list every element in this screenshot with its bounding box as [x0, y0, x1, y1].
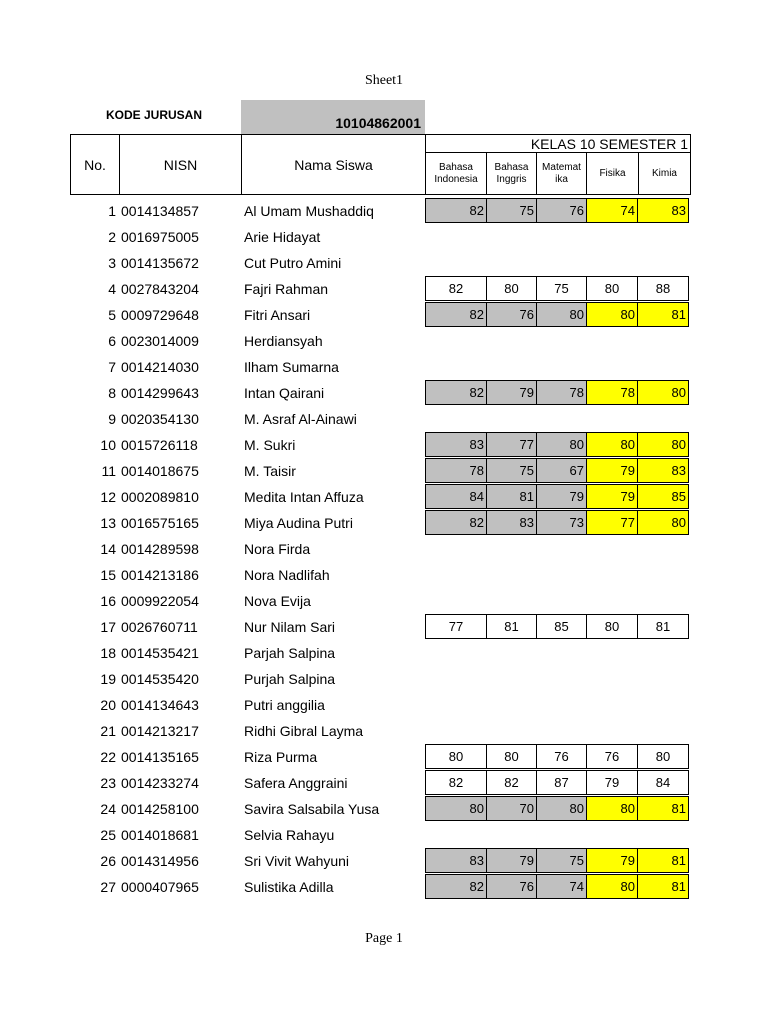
cell-no: 15 [100, 567, 116, 583]
cell-nisn: 0002089810 [121, 489, 199, 505]
score-cell[interactable]: 80 [586, 874, 638, 899]
cell-nisn: 0015726118 [121, 437, 198, 453]
cell-nama-siswa: Herdiansyah [244, 333, 323, 349]
score-group [425, 510, 690, 536]
score-group [425, 276, 690, 302]
score-cell[interactable]: 70 [486, 796, 537, 821]
cell-nisn: 0014018681 [121, 827, 199, 843]
cell-no: 8 [108, 385, 116, 401]
score-cell[interactable]: 83 [637, 458, 689, 483]
score-cell[interactable]: 79 [486, 848, 537, 873]
cell-nisn: 0014134643 [121, 697, 199, 713]
score-cell[interactable]: 80 [486, 744, 537, 769]
score-cell[interactable]: 76 [536, 198, 587, 223]
kode-jurusan-value: 10104862001 [335, 115, 421, 131]
score-cell[interactable]: 82 [425, 198, 487, 223]
score-cell[interactable]: 74 [536, 874, 587, 899]
score-cell[interactable]: 79 [586, 848, 638, 873]
score-cell[interactable]: 74 [586, 198, 638, 223]
table-row [0, 198, 768, 224]
score-cell[interactable]: 80 [536, 302, 587, 327]
header-nama-siswa: Nama Siswa [241, 134, 426, 195]
cell-nama-siswa: Sri Vivit Wahyuni [244, 853, 350, 869]
score-cell[interactable]: 81 [637, 302, 689, 327]
cell-nama-siswa: Fajri Rahman [244, 281, 329, 297]
score-cell[interactable]: 81 [637, 796, 689, 821]
cell-nisn: 0009729648 [121, 307, 199, 323]
table-row [0, 380, 768, 406]
score-cell[interactable]: 83 [425, 848, 487, 873]
score-group [425, 484, 690, 510]
score-cell[interactable]: 80 [536, 796, 587, 821]
cell-no: 2 [108, 229, 116, 245]
table-row [0, 458, 768, 484]
page-footer: Page 1 [365, 931, 403, 946]
table-row [0, 588, 768, 614]
kode-jurusan-value-cell[interactable] [241, 100, 425, 134]
cell-no: 11 [101, 463, 116, 479]
cell-nama-siswa: Nora Firda [244, 541, 311, 557]
table-row [0, 744, 768, 770]
score-cell[interactable]: 84 [425, 484, 487, 509]
score-cell[interactable]: 83 [637, 198, 689, 223]
score-cell[interactable]: 81 [486, 614, 537, 639]
score-cell[interactable]: 79 [586, 770, 638, 795]
score-cell[interactable]: 87 [536, 770, 587, 795]
cell-nama-siswa: Ilham Sumarna [244, 359, 339, 375]
score-cell[interactable]: 79 [486, 380, 537, 405]
score-group [425, 380, 690, 406]
score-cell[interactable]: 80 [486, 276, 537, 301]
cell-nisn: 0014018675 [121, 463, 199, 479]
cell-no: 14 [100, 541, 116, 557]
score-cell[interactable]: 80 [425, 744, 487, 769]
cell-nisn: 0014314956 [121, 853, 199, 869]
table-row [0, 614, 768, 640]
score-group [425, 458, 690, 484]
cell-nama-siswa: Sulistika Adilla [244, 879, 334, 895]
score-cell[interactable]: 79 [536, 484, 587, 509]
score-group [425, 744, 690, 770]
cell-no: 20 [100, 697, 116, 713]
table-row [0, 536, 768, 562]
score-group [425, 796, 690, 822]
score-group [425, 770, 690, 796]
score-cell[interactable]: 79 [586, 484, 638, 509]
score-cell[interactable]: 67 [536, 458, 587, 483]
cell-nama-siswa: Cut Putro Amini [244, 255, 342, 271]
cell-nisn: 0000407965 [121, 879, 199, 895]
score-cell[interactable]: 81 [637, 614, 689, 639]
header-no: No. [70, 134, 120, 195]
cell-no: 18 [100, 645, 116, 661]
score-cell[interactable]: 81 [637, 848, 689, 873]
cell-nama-siswa: Purjah Salpina [244, 671, 336, 687]
table-row [0, 718, 768, 744]
cell-nisn: 0014135672 [121, 255, 199, 271]
score-cell[interactable]: 77 [486, 432, 537, 457]
cell-no: 1 [108, 203, 116, 219]
score-cell[interactable]: 83 [486, 510, 537, 535]
cell-nisn: 0014214030 [121, 359, 199, 375]
table-row [0, 692, 768, 718]
table-row [0, 250, 768, 276]
table-row [0, 822, 768, 848]
score-cell[interactable]: 80 [586, 276, 638, 301]
cell-nama-siswa: M. Sukri [244, 437, 296, 453]
table-row [0, 666, 768, 692]
cell-no: 19 [100, 671, 116, 687]
cell-nama-siswa: Miya Audina Putri [244, 515, 353, 531]
cell-nama-siswa: Ridhi Gibral Layma [244, 723, 364, 739]
score-cell[interactable]: 75 [536, 276, 587, 301]
table-row [0, 640, 768, 666]
score-cell[interactable]: 76 [486, 874, 537, 899]
cell-nama-siswa: Parjah Salpina [244, 645, 336, 661]
score-cell[interactable]: 82 [425, 874, 487, 899]
table-row [0, 796, 768, 822]
header-subject-bahasa-inggris: Bahasa Inggris [486, 152, 537, 195]
cell-nisn: 0020354130 [121, 411, 199, 427]
cell-no: 22 [100, 749, 116, 765]
score-cell[interactable]: 80 [586, 614, 638, 639]
cell-nama-siswa: Al Umam Mushaddiq [244, 203, 374, 219]
score-cell[interactable]: 80 [536, 432, 587, 457]
score-cell[interactable]: 76 [536, 744, 587, 769]
score-cell[interactable]: 80 [425, 796, 487, 821]
cell-nama-siswa: M. Asraf Al-Ainawi [244, 411, 357, 427]
cell-nama-siswa: Arie Hidayat [244, 229, 321, 245]
score-group [425, 302, 690, 328]
table-row [0, 562, 768, 588]
cell-nama-siswa: Medita Intan Affuza [244, 489, 364, 505]
cell-nisn: 0016975005 [121, 229, 199, 245]
score-cell[interactable]: 77 [425, 614, 487, 639]
score-group [425, 432, 690, 458]
header-subject-kimia: Kimia [638, 152, 691, 195]
cell-nisn: 0014134857 [121, 203, 199, 219]
score-cell[interactable]: 81 [486, 484, 537, 509]
cell-no: 12 [100, 489, 116, 505]
cell-nisn: 0014299643 [121, 385, 199, 401]
table-row [0, 276, 768, 302]
cell-nisn: 0026760711 [121, 619, 198, 635]
cell-nama-siswa: Intan Qairani [244, 385, 325, 401]
cell-nisn: 0014258100 [121, 801, 199, 817]
cell-no: 6 [108, 333, 116, 349]
cell-nama-siswa: Savira Salsabila Yusa [244, 801, 380, 817]
cell-no: 9 [108, 411, 116, 427]
score-cell[interactable]: 84 [637, 770, 689, 795]
cell-no: 26 [100, 853, 116, 869]
header-subject-bahasa-indonesia: Bahasa Indonesia [425, 152, 487, 195]
score-cell[interactable]: 78 [536, 380, 587, 405]
score-cell[interactable]: 82 [425, 276, 487, 301]
header-nisn: NISN [119, 134, 242, 195]
cell-nama-siswa: Riza Purma [244, 749, 318, 765]
table-row [0, 874, 768, 900]
score-cell[interactable]: 73 [536, 510, 587, 535]
cell-nisn: 0014213186 [121, 567, 199, 583]
score-cell[interactable]: 80 [637, 380, 689, 405]
cell-nama-siswa: Nova Evija [244, 593, 311, 609]
table-row [0, 302, 768, 328]
score-cell[interactable]: 76 [586, 744, 638, 769]
cell-nisn: 0016575165 [121, 515, 199, 531]
table-row [0, 328, 768, 354]
header-subject-matematika: Matemat ika [536, 152, 587, 195]
cell-nisn: 0014289598 [121, 541, 199, 557]
score-cell[interactable]: 77 [586, 510, 638, 535]
kode-jurusan-label: KODE JURUSAN [106, 108, 203, 122]
cell-no: 7 [108, 359, 116, 375]
score-cell[interactable]: 76 [486, 302, 537, 327]
header-kelas-semester: KELAS 10 SEMESTER 1 [425, 134, 691, 153]
table-row [0, 510, 768, 536]
score-group [425, 848, 690, 874]
cell-nama-siswa: Fitri Ansari [244, 307, 311, 323]
score-cell[interactable]: 75 [486, 458, 537, 483]
cell-nisn: 0014213217 [121, 723, 199, 739]
score-cell[interactable]: 81 [637, 874, 689, 899]
cell-no: 25 [100, 827, 116, 843]
table-row [0, 354, 768, 380]
score-cell[interactable]: 83 [425, 432, 487, 457]
table-row [0, 224, 768, 250]
cell-no: 27 [100, 879, 116, 895]
sheet-title: Sheet1 [364, 73, 404, 88]
cell-no: 3 [108, 255, 116, 271]
score-group [425, 198, 690, 224]
cell-nama-siswa: Putri anggilia [244, 697, 325, 713]
cell-no: 5 [108, 307, 116, 323]
score-cell[interactable]: 78 [586, 380, 638, 405]
header-subject-fisika: Fisika [586, 152, 639, 195]
cell-no: 24 [100, 801, 116, 817]
cell-nama-siswa: Safera Anggraini [244, 775, 348, 791]
score-cell[interactable]: 82 [486, 770, 537, 795]
cell-nama-siswa: Nur Nilam Sari [244, 619, 336, 635]
score-cell[interactable]: 79 [586, 458, 638, 483]
cell-nisn: 0027843204 [121, 281, 199, 297]
table-row [0, 432, 768, 458]
cell-nisn: 0014535420 [121, 671, 199, 687]
score-cell[interactable]: 88 [637, 276, 689, 301]
cell-no: 23 [100, 775, 116, 791]
cell-nisn: 0023014009 [121, 333, 199, 349]
cell-no: 16 [100, 593, 116, 609]
score-cell[interactable]: 80 [586, 432, 638, 457]
cell-nisn: 0014135165 [121, 749, 199, 765]
score-cell[interactable]: 85 [536, 614, 587, 639]
table-row [0, 848, 768, 874]
cell-nisn: 0014535421 [121, 645, 199, 661]
score-cell[interactable]: 80 [586, 796, 638, 821]
cell-nisn: 0009922054 [121, 593, 199, 609]
cell-nama-siswa: Selvia Rahayu [244, 827, 335, 843]
score-cell[interactable]: 82 [425, 770, 487, 795]
cell-no: 17 [100, 619, 116, 635]
score-cell[interactable]: 80 [586, 302, 638, 327]
score-cell[interactable]: 82 [425, 510, 487, 535]
cell-nama-siswa: Nora Nadlifah [244, 567, 330, 583]
score-cell[interactable]: 80 [637, 744, 689, 769]
table-row [0, 770, 768, 796]
score-group [425, 614, 690, 640]
cell-no: 4 [108, 281, 116, 297]
cell-no: 10 [100, 437, 116, 453]
score-cell[interactable]: 75 [536, 848, 587, 873]
cell-no: 21 [100, 723, 116, 739]
score-group [425, 874, 690, 900]
table-row [0, 484, 768, 510]
table-row [0, 406, 768, 432]
score-cell[interactable]: 85 [637, 484, 689, 509]
score-cell[interactable]: 82 [425, 380, 487, 405]
score-cell[interactable]: 80 [637, 510, 689, 535]
score-cell[interactable]: 75 [486, 198, 537, 223]
score-cell[interactable]: 82 [425, 302, 487, 327]
cell-nisn: 0014233274 [121, 775, 199, 791]
cell-no: 13 [100, 515, 116, 531]
cell-nama-siswa: M. Taisir [244, 463, 296, 479]
score-cell[interactable]: 80 [637, 432, 689, 457]
score-cell[interactable]: 78 [425, 458, 487, 483]
